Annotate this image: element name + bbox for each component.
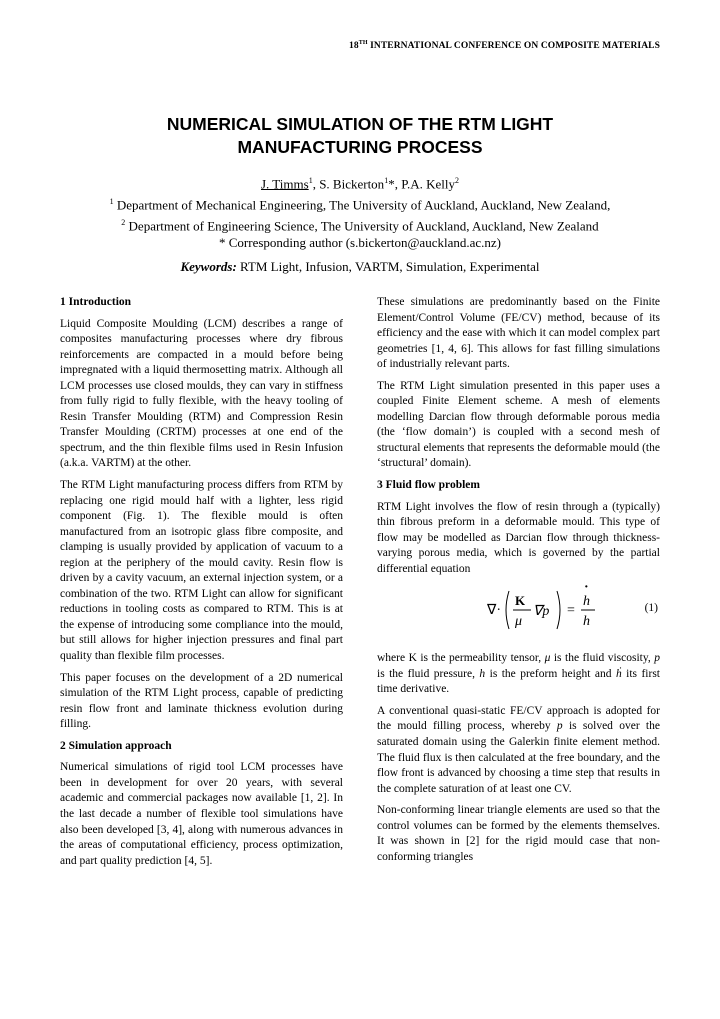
eq-h: h bbox=[583, 614, 590, 630]
section-heading-simulation-approach: 2 Simulation approach bbox=[60, 739, 172, 752]
paragraph: These simulations are predominantly based on the Finite Element/Control Volume (FE/CV) method, because of its efficiency and the ease with which it can model complex part geometries [1, 4, 6]. This allows for fast filling simulations of industrially relevant parts. bbox=[377, 296, 660, 371]
paragraph: Liquid Composite Moulding (LCM) describes a range of composites manufacturing processes where dry fibrous reinforcements are compacted in a mould before being impregnated with a liquid thermosetting matrix. Although all LCM processes use closed moulds, they can vary in stiffness from fully rigid to fully flexible, with the heavy tooling of Resin Transfer Moulding (RTM) and Compression Resin Transfer Moulding (CRTM) processes at one end of the spectrum, and the thin flexible films used in Resin Infusion (a.k.a. VARTM) at the other. bbox=[60, 317, 343, 470]
keywords-label: Keywords: bbox=[180, 259, 237, 274]
paragraph: This paper focuses on the development of a 2D numerical simulation of the RTM Light process, capable of predicting resin flow front and laminate thickness evolution during filling. bbox=[60, 671, 343, 731]
eq-dot: · bbox=[584, 583, 589, 596]
eq-h-dot: h bbox=[583, 594, 590, 610]
eq-left-paren bbox=[506, 591, 509, 629]
left-column bbox=[60, 295, 343, 875]
keywords-text: RTM Light, Infusion, VARTM, Simulation, Experimental bbox=[236, 259, 540, 274]
title-line-2: MANUFACTURING PROCESS bbox=[237, 137, 483, 157]
paragraph: RTM Light involves the flow of resin through a (typically) thin fibrous preform in a deformable mould. This type of flow may be modelled as Darcian flow through thickness-varying porous media, which is governed by the partial differential equation bbox=[377, 500, 660, 575]
conference-header: 18TH INTERNATIONAL CONFERENCE ON COMPOSITE MATERIALS bbox=[349, 40, 660, 52]
paragraph: The RTM Light simulation presented in this paper uses a coupled Finite Element scheme. A mesh of elements modelling Darcian flow through deformable porous media (the ‘flow domain’) is coupled with a second mesh of structural elements that represents the deformable mould (the ‘structural’ domain). bbox=[377, 379, 660, 470]
eq-equals: = bbox=[567, 603, 575, 619]
equation-1 bbox=[377, 583, 660, 637]
paragraph: A conventional quasi-static FE/CV approach is adopted for the mould filling process, whereby p is solved over the saturated domain using the Galerkin finite element method. The fluid flux is then calculated at the free boundary, and the flow front is advanced by choosing a time step that results in the complete saturation of at least one CV. bbox=[377, 704, 660, 795]
author-names: J. Timms$^1$, S. Bickerton$^1$*, P.A. Kelly$^2$ bbox=[260, 176, 459, 192]
right-column bbox=[377, 295, 660, 871]
eq-right-paren bbox=[557, 591, 560, 629]
author-block bbox=[40, 172, 680, 252]
paragraph: The RTM Light manufacturing process differs from RTM by replacing one rigid mould half with a lighter, less rigid component (Fig. 1). The flexible mould is often manufactured from an isotropic glass fibre composite, and clamping is usually provided by application of vacuum to a region at the periphery of the mould cavity. Resin flow is driven by a cavity vacuum, an external injection system, or a combination of the two. RTM Light can allow for significant reductions in tooling costs as compared to RTM. This is at the expense of introducing some compliance into the mould, but still allows for higher injection pressures and final part quality than flexible film processes. bbox=[60, 479, 343, 663]
keywords-line bbox=[40, 259, 680, 275]
paragraph: Non-conforming linear triangle elements are used so that the control volumes can be formed by the elements themselves. It was shown in [2] for the rigid mould case that non-conforming triangles bbox=[377, 804, 660, 863]
equation-graphic bbox=[487, 583, 627, 637]
paper-title bbox=[60, 113, 660, 159]
paragraph: Numerical simulations of rigid tool LCM processes have been in development for over 20 years, with several academic and commercial packages now available [1, 2]. In the last decade a number of flexible tool simulations have also been developed [3, 4], along with numerous advances in the areas of computational efficiency, process optimization, and part quality prediction [4, 5]. bbox=[60, 761, 343, 867]
section-heading-fluid-flow: 3 Fluid flow problem bbox=[377, 479, 480, 492]
affiliation-1: $^1$ Department of Mechanical Engineering, The University of Auckland, Auckland, New Zealand, bbox=[109, 196, 611, 213]
paragraph: where K is the permeability tensor, μ is the fluid viscosity, p is the fluid pressure, h is the preform height and ḣ its first time derivative. bbox=[377, 652, 661, 696]
corresponding-author: * Corresponding author (s.bickerton@auckland.ac.nz) bbox=[219, 235, 501, 251]
eq-divergence: ∇· bbox=[487, 603, 502, 619]
eq-K: K bbox=[515, 593, 526, 609]
section-heading-introduction: 1 Introduction bbox=[60, 296, 132, 308]
eq-mu: μ bbox=[515, 614, 523, 630]
eq-grad-p: ∇p bbox=[533, 604, 550, 620]
title-line-1: NUMERICAL SIMULATION OF THE RTM LIGHT bbox=[166, 114, 554, 134]
affiliation-2: $^2$ Department of Engineering Science, The University of Auckland, Auckland, New Zealand bbox=[121, 217, 599, 233]
equation-number: (1) bbox=[644, 602, 658, 615]
